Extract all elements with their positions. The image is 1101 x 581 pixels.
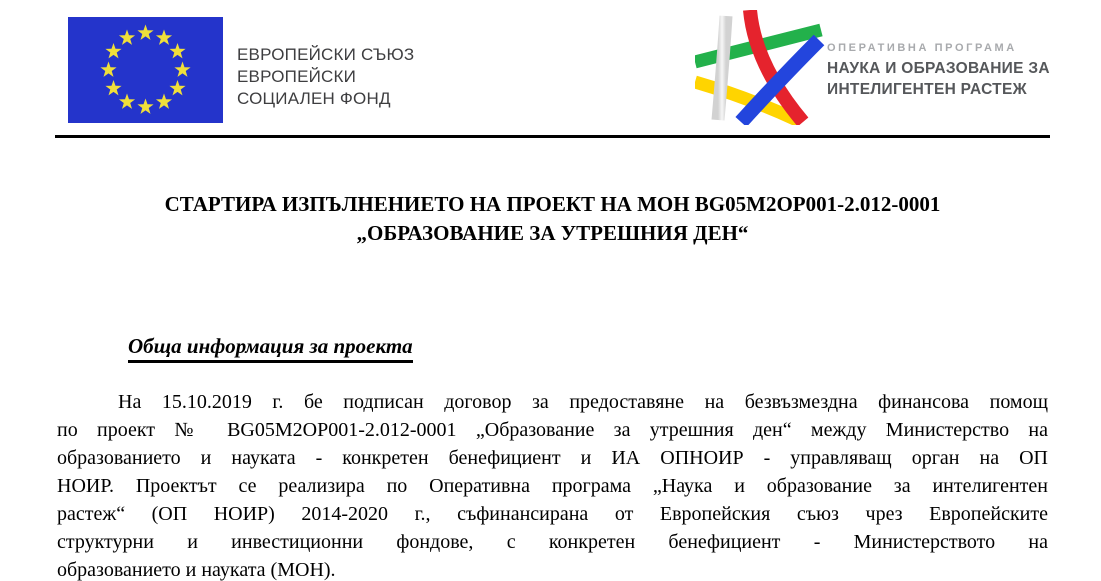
op-logo-caption: [827, 42, 1050, 100]
eu-logo-caption-line: ЕВРОПЕЙСКИ СЪЮЗ: [237, 45, 415, 64]
opnoir-ribbons-icon: [695, 10, 825, 125]
body-paragraph-line: образованието и науката (МОН).: [57, 559, 336, 581]
section-heading: Обща информация за проекта: [128, 334, 413, 363]
eu-logo-caption: [237, 44, 414, 110]
header-divider-rule: [55, 135, 1050, 138]
eu-flag-icon: [68, 17, 223, 123]
eu-logo-caption-line: СОЦИАЛЕН ФОНД: [237, 89, 391, 108]
body-paragraph-line: НОИР. Проектът се реализира по Оперативна програма „Наука и образование за интелигентен: [57, 475, 1048, 497]
page-title-line: СТАРТИРА ИЗПЪЛНЕНИЕТО НА ПРОЕКТ НА МОН BG05M2OP001-2.012-0001: [164, 192, 941, 216]
op-logo-title-line: ИНТЕЛИГЕНТЕН РАСТЕЖ: [827, 81, 1027, 98]
ribbon-gray: [718, 16, 726, 120]
body-paragraph-line: по проект № BG05M2OP001-2.012-0001 „Образование за утрешния ден“ между Министерство на: [57, 419, 1048, 441]
page-title-line: „ОБРАЗОВАНИЕ ЗА УТРЕШНИЯ ДЕН“: [356, 221, 749, 245]
op-logo-title-lines: [827, 58, 1050, 100]
section-heading-wrap: [128, 334, 413, 363]
eu-logo-caption-line: ЕВРОПЕЙСКИ: [237, 67, 357, 86]
body-paragraph-line: структурни и инвестиционни фондове, с конкретен бенефициент - Министерството на: [57, 531, 1048, 553]
body-paragraph-line: растеж“ (ОП НОИР) 2014-2020 г., съфинансирана от Европейския съюз чрез Европейските: [57, 503, 1048, 525]
body-paragraph-line: На 15.10.2019 г. бе подписан договор за предоставяне на безвъзмездна финансова помощ: [118, 391, 1048, 413]
op-logo-title-line: НАУКА И ОБРАЗОВАНИЕ ЗА: [827, 60, 1050, 77]
body-paragraph-line: образованието и науката - конкретен бенефициент и ИА ОПНОИР - управляващ орган на ОП: [57, 447, 1048, 469]
op-logo-kicker: ОПЕРАТИВНА ПРОГРАМА: [827, 42, 1017, 54]
body-paragraph: [57, 388, 1048, 581]
page-title: [55, 190, 1050, 248]
